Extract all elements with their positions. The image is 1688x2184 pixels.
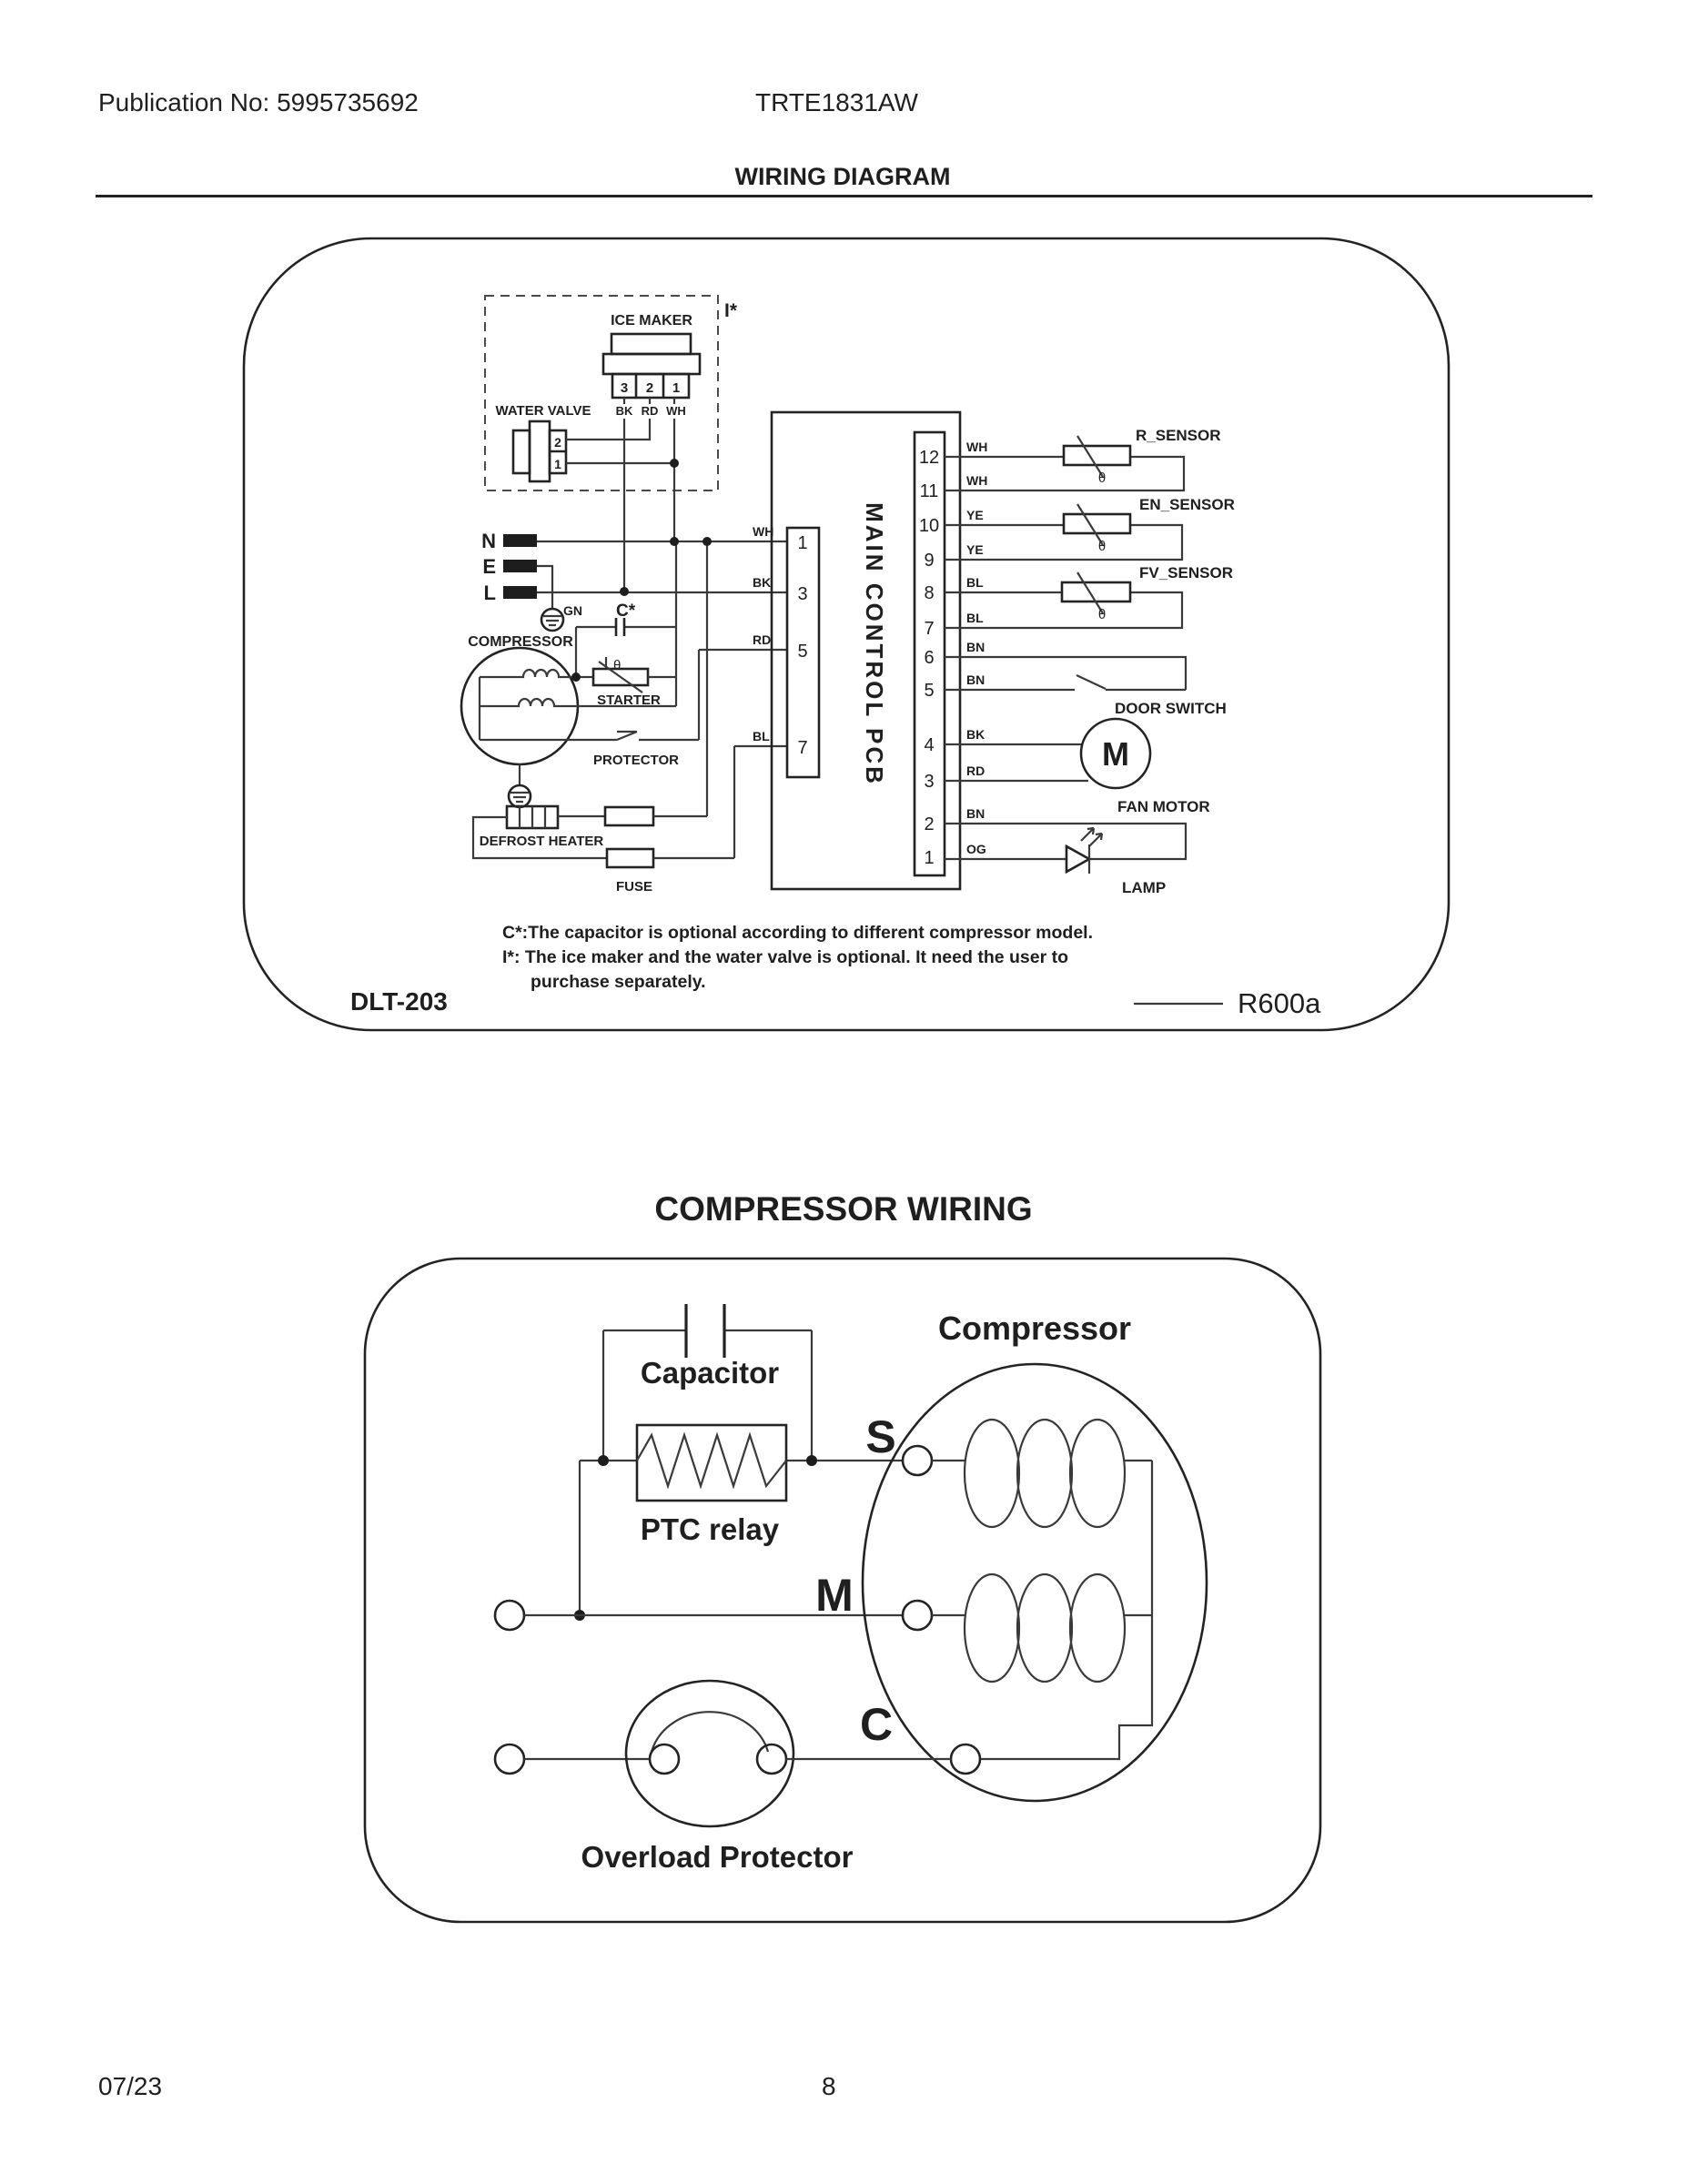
defrost-heater-label: DEFROST HEATER xyxy=(479,834,604,849)
right-wire-5: BN xyxy=(966,672,986,687)
wire-color-wh: WH xyxy=(666,404,686,418)
right-pin-5: 5 xyxy=(924,681,935,701)
ice-maker-pin-3: 3 xyxy=(620,380,629,396)
board-id: DLT-203 xyxy=(350,987,448,1016)
page-title: WIRING DIAGRAM xyxy=(734,163,951,190)
section-title: COMPRESSOR WIRING xyxy=(654,1190,1033,1228)
right-wire-9: YE xyxy=(966,542,984,557)
fuse-label: FUSE xyxy=(615,879,653,895)
wire-color-rd: RD xyxy=(641,404,659,418)
refrigerant xyxy=(1134,987,1321,1019)
diagram-border xyxy=(244,238,1449,1030)
door-switch-label: DOOR SWITCH xyxy=(1115,700,1227,717)
right-pin-10: 10 xyxy=(918,516,940,536)
resistor-icon xyxy=(637,1435,786,1486)
right-pin-7: 7 xyxy=(924,619,935,639)
right-pin-6: 6 xyxy=(924,648,935,668)
fuse-icon xyxy=(607,849,653,867)
terminal-circle xyxy=(495,1744,524,1774)
right-wire-3: RD xyxy=(966,763,986,778)
water-valve xyxy=(496,403,591,481)
terminal-m-label: M xyxy=(815,1570,854,1621)
capacitor-icon xyxy=(616,618,624,636)
en-sensor-label: EN_SENSOR xyxy=(1139,496,1235,513)
right-wire-4: BK xyxy=(966,727,986,742)
mains-terminals xyxy=(481,530,582,631)
switch-blade-icon xyxy=(1076,675,1106,689)
header xyxy=(96,88,1592,197)
right-wire-6: BN xyxy=(966,640,986,654)
model-number: TRTE1831AW xyxy=(755,88,918,116)
compressor-shell-icon xyxy=(863,1364,1207,1801)
right-pin-8: 8 xyxy=(924,583,935,603)
left-pin-7: 7 xyxy=(797,738,808,758)
left-wire-wh: WH xyxy=(753,524,774,539)
publication-number: Publication No: 5995735692 xyxy=(98,88,419,116)
left-pin-5: 5 xyxy=(797,642,808,662)
r-sensor-label: R_SENSOR xyxy=(1136,427,1221,444)
footer-page-number: 8 xyxy=(822,2072,836,2100)
left-wire-bk: BK xyxy=(753,575,772,590)
right-pin-9: 9 xyxy=(924,551,935,571)
right-pin-1: 1 xyxy=(924,848,935,868)
defrost-thermostat-icon xyxy=(605,807,653,825)
overload-terminal xyxy=(650,1744,679,1774)
terminal-s-label: S xyxy=(865,1411,896,1462)
ptc-box xyxy=(637,1425,786,1501)
terminal-n xyxy=(503,534,537,547)
ptc-relay xyxy=(580,1425,903,1546)
compressor-assembly xyxy=(461,602,699,768)
terminal-c-label: C xyxy=(859,1699,894,1750)
capacitor-mark: C* xyxy=(616,602,636,621)
protector-icon xyxy=(617,732,637,740)
right-pin-4: 4 xyxy=(924,735,935,755)
wiring-diagram-panel xyxy=(244,238,1449,1030)
thermistor-icon xyxy=(1064,514,1130,533)
capacitor xyxy=(603,1304,812,1461)
compressor xyxy=(815,1309,1207,1801)
pcb-label: MAIN CONTROL PCB xyxy=(861,502,888,786)
terminal-s xyxy=(903,1446,932,1475)
water-valve-pin-1: 1 xyxy=(554,457,561,471)
lamp-label: LAMP xyxy=(1122,879,1167,896)
right-wire-8: BL xyxy=(966,575,984,590)
thermistor-icon xyxy=(1064,446,1130,465)
fv-sensor xyxy=(945,564,1233,628)
right-pin-11: 11 xyxy=(919,481,939,501)
refrigerant-label: R600a xyxy=(1238,987,1321,1019)
protector-label: PROTECTOR xyxy=(593,753,679,768)
motor-m: M xyxy=(1102,735,1129,773)
terminal-l xyxy=(503,586,537,599)
right-wire-2: BN xyxy=(966,806,986,821)
right-pin-3: 3 xyxy=(924,772,935,792)
terminal-circle xyxy=(495,1601,524,1630)
capacitor-label: Capacitor xyxy=(640,1356,780,1390)
run-winding-icon xyxy=(965,1574,1125,1682)
defrost-assembly xyxy=(473,764,734,895)
overload-terminal xyxy=(757,1744,786,1774)
svg-text:θ: θ xyxy=(1097,607,1107,622)
wire-color-bk: BK xyxy=(615,404,633,418)
terminal-e xyxy=(503,560,537,572)
right-pin-12: 12 xyxy=(918,448,940,468)
overload-protector-label: Overload Protector xyxy=(581,1840,854,1874)
ice-maker xyxy=(485,296,738,490)
footer-date: 07/23 xyxy=(98,2072,163,2100)
terminal-e-label: E xyxy=(482,555,496,578)
title-rule xyxy=(96,195,1592,197)
right-wire-12: WH xyxy=(966,440,988,454)
terminal-n-label: N xyxy=(481,530,496,552)
footer xyxy=(98,2072,836,2100)
ptc-relay-label: PTC relay xyxy=(640,1512,780,1546)
door-switch xyxy=(945,657,1227,717)
starter-theta: θ xyxy=(613,658,622,673)
note-capacitor: C*:The capacitor is optional according to different compressor model. xyxy=(502,923,1094,943)
terminal-m xyxy=(903,1601,932,1630)
left-wire-rd: RD xyxy=(753,632,772,647)
right-wire-1: OG xyxy=(966,842,986,856)
ice-maker-label: ICE MAKER xyxy=(611,313,692,329)
note-icemaker: I*: The ice maker and the water valve is optional. It need the user to xyxy=(502,947,1069,967)
left-pin-3: 3 xyxy=(797,584,808,604)
ice-maker-optional-mark: I* xyxy=(724,300,738,321)
en-sensor xyxy=(945,496,1235,560)
left-wire-bl: BL xyxy=(753,729,770,743)
svg-text:θ: θ xyxy=(1097,539,1107,554)
notes xyxy=(502,923,1093,992)
ice-maker-pin-2: 2 xyxy=(645,380,654,396)
capacitor-icon xyxy=(686,1304,724,1358)
note-icemaker-2: purchase separately. xyxy=(531,972,706,992)
compressor-wiring-panel xyxy=(365,1190,1320,1922)
start-winding-icon xyxy=(965,1420,1125,1527)
compressor-label: COMPRESSOR xyxy=(468,634,573,650)
sensors-and-devices xyxy=(945,427,1235,896)
water-valve-label: WATER VALVE xyxy=(495,403,591,419)
terminal-c xyxy=(951,1744,980,1774)
compressor-label: Compressor xyxy=(937,1309,1132,1347)
starter-label: STARTER xyxy=(597,693,661,708)
right-wire-10: YE xyxy=(966,508,984,522)
right-wire-11: WH xyxy=(966,473,988,488)
ice-maker-pin-1: 1 xyxy=(672,380,681,396)
left-pin-1: 1 xyxy=(797,533,808,553)
right-pin-2: 2 xyxy=(924,814,935,834)
right-wire-7: BL xyxy=(966,611,984,625)
led-icon xyxy=(1066,846,1089,872)
svg-text:θ: θ xyxy=(1097,470,1107,486)
fan-motor-label: FAN MOTOR xyxy=(1117,798,1210,815)
terminal-l-label: L xyxy=(483,581,496,604)
thermistor-icon xyxy=(1062,582,1130,602)
main-control-pcb xyxy=(753,412,987,889)
fv-sensor-label: FV_SENSOR xyxy=(1139,564,1233,581)
ground-gn-label: GN xyxy=(563,603,582,618)
lamp xyxy=(945,824,1186,896)
water-valve-pin-2: 2 xyxy=(554,435,561,450)
